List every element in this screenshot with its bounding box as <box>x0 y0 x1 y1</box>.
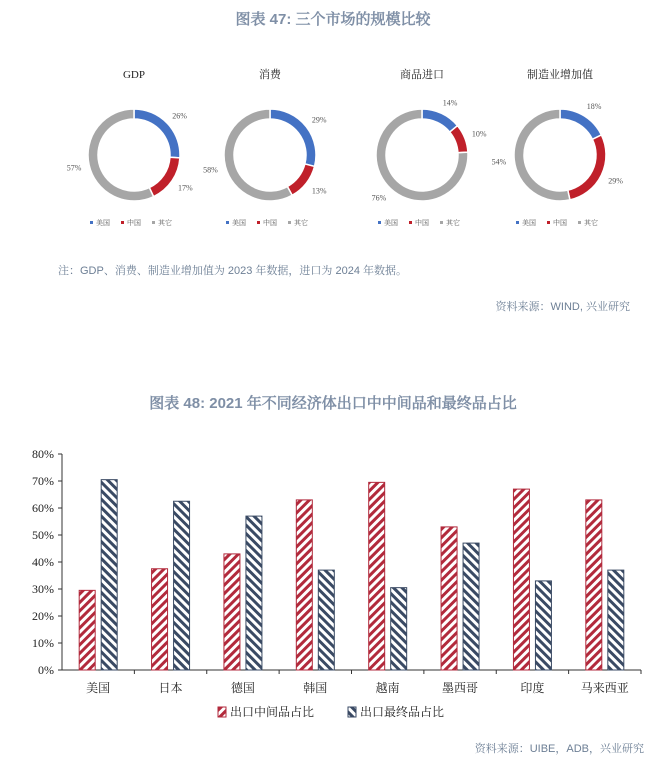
donut-value-label: 26% <box>172 111 187 121</box>
donut-segment <box>568 135 606 200</box>
figure-47-source: 资料来源：WIND, 兴业研究 <box>495 301 630 313</box>
y-tick-label: 60% <box>32 501 54 515</box>
legend-swatch <box>152 221 155 224</box>
bar <box>246 516 262 670</box>
bar <box>152 569 168 670</box>
legend-swatch <box>378 221 381 224</box>
y-tick-label: 10% <box>32 636 54 650</box>
legend-label: 出口最终品占比 <box>360 705 445 719</box>
donut-title: GDP <box>122 69 146 81</box>
donut-value-label: 76% <box>371 193 387 203</box>
bar <box>101 480 117 670</box>
legend-swatch <box>409 221 412 224</box>
bar <box>441 527 457 670</box>
figure-47-note: 注：GDP、消费、制造业增加值为 2023 年数据，进口为 2024 年数据。 <box>58 265 408 277</box>
y-tick-label: 80% <box>32 447 54 461</box>
legend-label: 其它 <box>294 219 308 227</box>
legend-swatch <box>218 707 226 717</box>
y-tick-label: 40% <box>32 555 54 569</box>
legend-label: 美国 <box>384 219 398 227</box>
donut-value-label: 14% <box>442 98 458 108</box>
bar <box>586 500 602 670</box>
donut-chart <box>372 67 487 227</box>
legend-swatch <box>516 221 519 224</box>
donut-value-label: 29% <box>608 176 623 186</box>
figure-48-source: 资料来源：UIBE，ADB，兴业研究 <box>474 743 644 755</box>
bar-chart <box>0 400 666 730</box>
donut-value-label: 57% <box>66 163 82 173</box>
donut-segment <box>560 109 601 139</box>
legend-label: 美国 <box>522 219 536 227</box>
bar <box>513 489 529 670</box>
legend-swatch <box>547 221 550 224</box>
bar <box>318 570 334 670</box>
y-axis <box>32 447 62 677</box>
bar <box>535 581 551 670</box>
legend-swatch <box>226 221 229 224</box>
legend-label: 美国 <box>96 219 110 227</box>
legend-swatch <box>348 707 356 717</box>
x-tick-label: 印度 <box>520 681 545 695</box>
bar <box>369 482 385 670</box>
x-tick-label: 马来西亚 <box>580 681 629 695</box>
bar <box>608 570 624 670</box>
y-tick-label: 30% <box>32 582 54 596</box>
figure-47-title: 图表 47: 三个市场的规模比较 <box>235 11 431 28</box>
x-tick-label: 德国 <box>230 681 255 695</box>
y-tick-label: 70% <box>32 474 54 488</box>
legend-swatch <box>121 221 124 224</box>
donut-chart <box>67 69 193 227</box>
bar <box>174 501 190 670</box>
donut-segment <box>149 157 180 196</box>
donut-value-label: 58% <box>203 165 218 175</box>
bar <box>224 554 240 670</box>
x-tick-label: 墨西哥 <box>442 681 479 695</box>
legend-label: 其它 <box>584 219 598 227</box>
donut-segment <box>514 109 570 201</box>
donut-chart <box>492 67 624 227</box>
donut-segment <box>422 109 457 132</box>
donut-value-label: 54% <box>491 157 507 167</box>
donut-value-label: 18% <box>586 101 602 111</box>
legend-label: 中国 <box>263 219 277 227</box>
y-tick-label: 50% <box>32 528 54 542</box>
donut-charts <box>0 0 666 250</box>
donut-segment <box>450 126 468 153</box>
legend-swatch <box>257 221 260 224</box>
bar <box>296 500 312 670</box>
figure-48-title: 图表 48: 2021 年不同经济体出口中中间品和最终品占比 <box>149 395 517 412</box>
y-tick-label: 0% <box>38 663 54 677</box>
legend-label: 美国 <box>232 219 246 227</box>
donut-segment <box>224 109 292 201</box>
donut-title: 商品进口 <box>400 69 444 81</box>
legend-label: 中国 <box>127 219 141 227</box>
donut-value-label: 17% <box>177 183 193 193</box>
donut-value-label: 10% <box>471 129 487 139</box>
x-tick-label: 美国 <box>86 681 111 695</box>
legend-swatch <box>578 221 581 224</box>
donut-segment <box>270 109 316 166</box>
donut-value-label: 29% <box>311 115 327 125</box>
donut-value-label: 13% <box>311 186 327 196</box>
legend-swatch <box>288 221 291 224</box>
x-tick-label: 日本 <box>158 681 183 695</box>
legend-label: 中国 <box>553 219 567 227</box>
donut-title: 消费 <box>259 69 281 81</box>
donut-segment <box>88 109 154 201</box>
donut-segment <box>287 164 314 195</box>
legend-swatch <box>440 221 443 224</box>
bar <box>463 543 479 670</box>
bar <box>391 588 407 670</box>
legend-label: 中国 <box>415 219 429 227</box>
donut-title: 制造业增加值 <box>527 69 593 81</box>
legend-label: 出口中间品占比 <box>230 705 315 719</box>
donut-chart <box>203 67 327 227</box>
legend-label: 其它 <box>158 219 172 227</box>
bar <box>79 590 95 670</box>
y-tick-label: 20% <box>32 609 54 623</box>
legend-swatch <box>90 221 93 224</box>
legend-label: 其它 <box>446 219 460 227</box>
x-tick-label: 越南 <box>375 681 400 695</box>
x-tick-label: 韩国 <box>303 681 328 695</box>
